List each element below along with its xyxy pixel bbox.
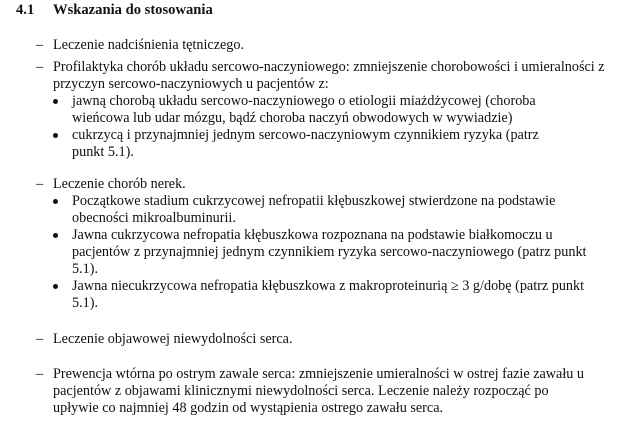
indication-text: Profilaktyka chorób układu sercowo-naczyniowego: zmniejszenie chorobowości i umieralności z przyczyn sercowo-naczyniowych u pacjentów z: — [53, 59, 605, 92]
bullet-item — [36, 193, 626, 227]
indication-text: Leczenie objawowej niewydolności serca. — [53, 331, 293, 347]
indication-text: Leczenie nadciśnienia tętniczego. — [53, 37, 245, 53]
bullet-text: Jawna niecukrzycowa nefropatia kłębuszkowa z makroproteinurią ≥ 3 g/dobę (patrz punkt 5.1). — [72, 278, 585, 311]
bullet-text: jawną chorobą układu sercowo-naczyniowego o etiologii miażdżycowej (choroba wieńcowa lub udar mózgu, bądź choroba naczyń obwodowych w wywiadzie) — [72, 93, 536, 126]
indication-text: Prewencja wtórna po ostrym zawale serca: zmniejszenie umieralności w ostrej fazie zawału u pacjentów z objawami klinicznymi niewydolności serca. Leczenie należy rozpocząć po upływie co najmniej 48 godzin od wystąpienia ostrego zawału serca. — [53, 366, 585, 416]
bullet-dot-icon — [53, 99, 58, 104]
dash-marker: – — [36, 331, 44, 347]
bullet-dot-icon — [53, 199, 58, 204]
dash-marker: – — [36, 366, 44, 382]
bullet-item — [36, 93, 611, 127]
indication-item-secondary-prevention — [36, 366, 596, 417]
dash-marker: – — [36, 176, 44, 192]
bullet-item — [36, 127, 611, 161]
bullet-text: cukrzycą i przynajmniej jednym sercowo-naczyniowym czynnikiem ryzyka (patrz punkt 5.1). — [72, 127, 539, 160]
section-title: Wskazania do stosowania — [53, 2, 213, 18]
indication-item-heart-failure — [36, 331, 626, 348]
section-number: 4.1 — [16, 2, 35, 18]
dash-marker: – — [36, 37, 44, 53]
bullet-item — [36, 278, 626, 312]
indication-item-hypertension — [36, 37, 626, 54]
bullet-text: Jawna cukrzycowa nefropatia kłębuszkowa rozpoznana na podstawie białkomoczu u pacjentów z przynajmniej jednym czynnikiem ryzyka sercowo-naczyniowego (patrz punkt 5.1). — [72, 227, 587, 277]
indication-item-kidney-disease — [36, 176, 626, 312]
bullet-dot-icon — [53, 284, 58, 289]
section-heading — [16, 1, 213, 19]
indication-item-cv-prevention — [36, 59, 611, 161]
bullet-dot-icon — [53, 233, 58, 238]
indication-text: Leczenie chorób nerek. — [53, 176, 186, 192]
dash-marker: – — [36, 59, 44, 75]
bullet-list — [36, 193, 626, 312]
bullet-text: Początkowe stadium cukrzycowej nefropatii kłębuszkowej stwierdzone na podstawie obecności mikroalbuminurii. — [72, 193, 556, 226]
bullet-list — [36, 93, 611, 161]
bullet-item — [36, 227, 626, 278]
bullet-dot-icon — [53, 133, 58, 138]
